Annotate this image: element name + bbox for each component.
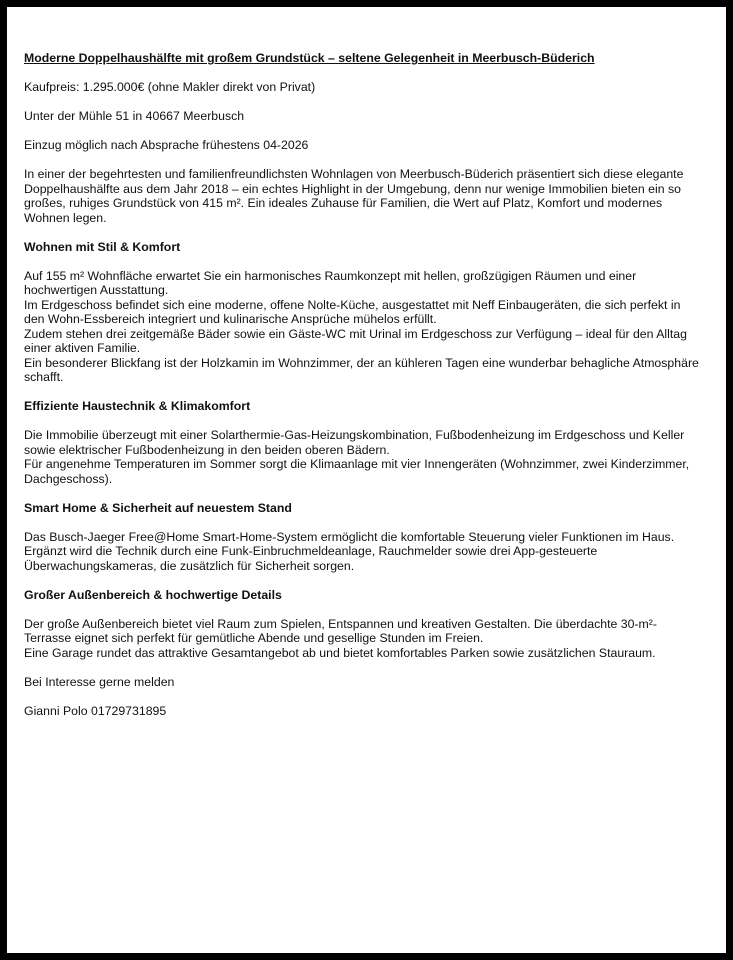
section-line: Ein besonderer Blickfang ist der Holzkamin im Wohnzimmer, der an kühleren Tagen eine wunderbar behagliche Atmosphäre schafft. — [24, 355, 699, 384]
section-line: Das Busch-Jaeger Free@Home Smart-Home-System ermöglicht die komfortable Steuerung vieler Funktionen im Haus. — [24, 529, 675, 544]
section-body — [24, 428, 704, 486]
contact-line: Gianni Polo 01729731895 — [24, 703, 167, 718]
closing-line: Bei Interesse gerne melden — [24, 674, 175, 689]
address-line: Unter der Mühle 51 in 40667 Meerbusch — [24, 109, 245, 123]
intro-paragraph: In einer der begehrtesten und familienfreundlichsten Wohnlagen von Meerbusch-Büderich präsentiert sich diese elegante Doppelhaushälfte aus dem Jahr 2018 – ein echtes Highlight in der Umgebung, denn nur wenige Immobilien bieten ein so großes, ruhiges Grundstück von 415 m². Ein ideales Zuhause für Familien, die Wert auf Platz, Komfort und modernes Wohnen legen. — [24, 167, 684, 225]
move-in-line: Einzug möglich nach Absprache frühestens 04-2026 — [24, 138, 309, 152]
document-page — [7, 7, 726, 953]
listing-title: Moderne Doppelhaushälfte mit großem Grundstück – seltene Gelegenheit in Meerbusch-Büderich — [24, 51, 595, 65]
section-line: Auf 155 m² Wohnfläche erwartet Sie ein harmonisches Raumkonzept mit hellen, großzügigen Räumen und einer hochwertigen Ausstattung. — [24, 268, 637, 297]
section-heading: Großer Außenbereich & hochwertige Details — [24, 587, 282, 602]
price-line: Kaufpreis: 1.295.000€ (ohne Makler direkt von Privat) — [24, 80, 316, 94]
listing-text — [24, 51, 704, 733]
section-body — [24, 269, 704, 385]
section-line: Der große Außenbereich bietet viel Raum zum Spielen, Entspannen und kreativen Gestalten. Die überdachte 30-m²-Terrasse eignet sich perfekt für gemütliche Abende und gesellige Stunden im Freien. — [24, 616, 657, 645]
section-line: Eine Garage rundet das attraktive Gesamtangebot ab und bietet komfortables Parken sowie zusätzlichen Stauraum. — [24, 645, 656, 660]
section-body — [24, 530, 704, 574]
section-body — [24, 617, 704, 661]
section-line: Für angenehme Temperaturen im Sommer sorgt die Klimaanlage mit vier Innengeräten (Wohnzimmer, zwei Kinderzimmer, Dachgeschoss). — [24, 457, 690, 486]
section-heading: Smart Home & Sicherheit auf neuestem Stand — [24, 500, 292, 515]
section-line: Die Immobilie überzeugt mit einer Solarthermie-Gas-Heizungskombination, Fußbodenheizung im Erdgeschoss und Keller sowie elektrischer Fußbodenheizung in den beiden oberen Bädern. — [24, 428, 685, 457]
section-line: Zudem stehen drei zeitgemäße Bäder sowie ein Gäste-WC mit Urinal im Erdgeschoss zur Verfügung – ideal für den Alltag einer aktiven Familie. — [24, 326, 687, 355]
section-line: Ergänzt wird die Technik durch eine Funk-Einbruchmeldeanlage, Rauchmelder sowie drei App-gesteuerte Überwachungskameras, die zusätzlich für Sicherheit sorgen. — [24, 544, 598, 573]
section-heading: Wohnen mit Stil & Komfort — [24, 239, 181, 254]
section-line: Im Erdgeschoss befindet sich eine moderne, offene Nolte-Küche, ausgestattet mit Neff Einbaugeräten, die sich perfekt in den Wohn-Essbereich integriert und kulinarische Ansprüche mühelos erfüllt. — [24, 297, 681, 326]
section-heading: Effiziente Haustechnik & Klimakomfort — [24, 399, 251, 413]
